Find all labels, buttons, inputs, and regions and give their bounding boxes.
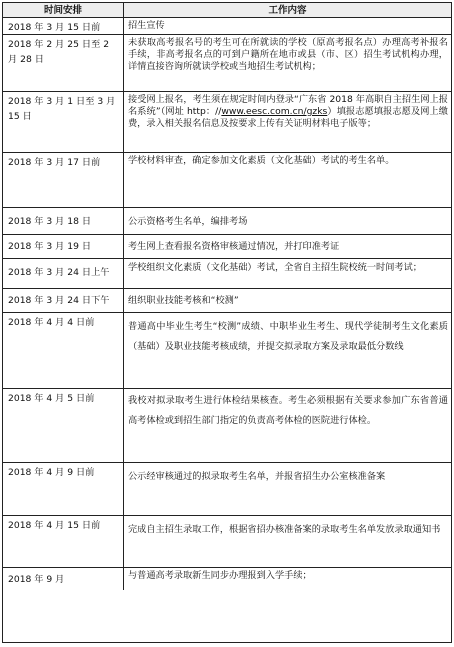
table-row bbox=[3, 35, 451, 92]
table-row bbox=[3, 516, 451, 568]
row-time: 2018 年 3 月 24 日下午 bbox=[3, 289, 124, 312]
row-work: 未获取高考报名号的考生可在所就读的学校（原高考报名点）办理高考补报名手续，非高考报名点的可到户籍所在地市或县（市、区）招生考试机构办理，详情直接咨询所就读学校或当地招生考试机构； bbox=[128, 37, 448, 72]
row-time: 2018 年 3 月 15 日前 bbox=[3, 18, 124, 34]
row-time: 2018 年 4 月 15 日前 bbox=[3, 516, 124, 567]
row-work: 考生网上查看报名资格审核通过情况，并打印准考证 bbox=[128, 241, 340, 252]
row-work bbox=[124, 92, 451, 152]
row-time: 2018 年 4 月 9 日前 bbox=[3, 463, 124, 515]
row-time: 2018 年 4 月 5 日前 bbox=[3, 389, 124, 462]
row-work: 公示资格考生名单，编排考场 bbox=[128, 216, 248, 227]
table-row bbox=[3, 389, 451, 463]
table-row bbox=[3, 463, 451, 516]
row-work: 招生宣传 bbox=[128, 20, 165, 31]
row-work: 组织职业技能考核和“校测” bbox=[128, 295, 239, 306]
table-row bbox=[3, 289, 451, 313]
table-row bbox=[3, 259, 451, 289]
table-row bbox=[3, 92, 451, 153]
row-time: 2018 年 3 月 24 日上午 bbox=[3, 259, 124, 288]
schedule-table bbox=[2, 2, 452, 643]
row-work: 完成自主招生录取工作，根据省招办核准备案的录取考生名单发放录取通知书 bbox=[128, 524, 441, 535]
row-time: 2018 年 3 月 19 日 bbox=[3, 235, 124, 258]
table-row bbox=[3, 18, 451, 35]
row-time: 2018 年 3 月 18 日 bbox=[3, 208, 124, 234]
table-row bbox=[3, 153, 451, 208]
row-work: 公示经审核通过的拟录取考生名单，并报省招生办公室核准备案 bbox=[128, 471, 386, 482]
table-row bbox=[3, 313, 451, 389]
header-time: 时间安排 bbox=[3, 3, 124, 17]
row-work: 我校对拟录取考生进行体检结果核查。考生必须根据有关要求参加广东省普通高考体检或到招生部门指定的负责高考体检的医院进行体检。 bbox=[128, 395, 448, 426]
row-work: 与普通高考录取新生同步办理报到入学手续； bbox=[128, 570, 312, 581]
table-row bbox=[3, 568, 451, 590]
row-work-text: ）填报志愿填报志愿及网上缴费，录入相关报名信息及按要求上传有关证明材料电子版等； bbox=[128, 106, 448, 129]
row-work: 学校材料审查，确定参加文化素质（文化基础）考试的考生名单。 bbox=[128, 155, 395, 166]
row-time: 2018 年 2 月 25 日至 2 月 28 日 bbox=[3, 35, 124, 91]
row-time: 2018 年 3 月 1 日至 3 月 15 日 bbox=[3, 92, 124, 152]
row-work: 普通高中毕业生考生“校测”成绩、中职毕业生考生、现代学徒制考生文化素质（基础）及职业技能考核成绩，并提交拟录取方案及录取最低分数线 bbox=[128, 321, 448, 352]
table-row bbox=[3, 235, 451, 259]
row-time: 2018 年 9 月 bbox=[3, 568, 124, 590]
registration-url-link[interactable]: www.eesc.com.cn/gzks bbox=[221, 106, 328, 117]
row-work: 学校组织文化素质（文化基础）考试，全省自主招生院校统一时间考试； bbox=[128, 262, 422, 273]
header-work: 工作内容 bbox=[268, 5, 307, 16]
row-work-text: 接受网上报名，考生须在规定时间内登录“广东省 2018 年高职自主招生网上报名系统”（网址 http：// bbox=[128, 94, 448, 117]
table-row bbox=[3, 208, 451, 235]
row-time: 2018 年 4 月 4 日前 bbox=[3, 313, 124, 388]
table-header-row bbox=[3, 3, 451, 18]
row-time: 2018 年 3 月 17 日前 bbox=[3, 153, 124, 207]
